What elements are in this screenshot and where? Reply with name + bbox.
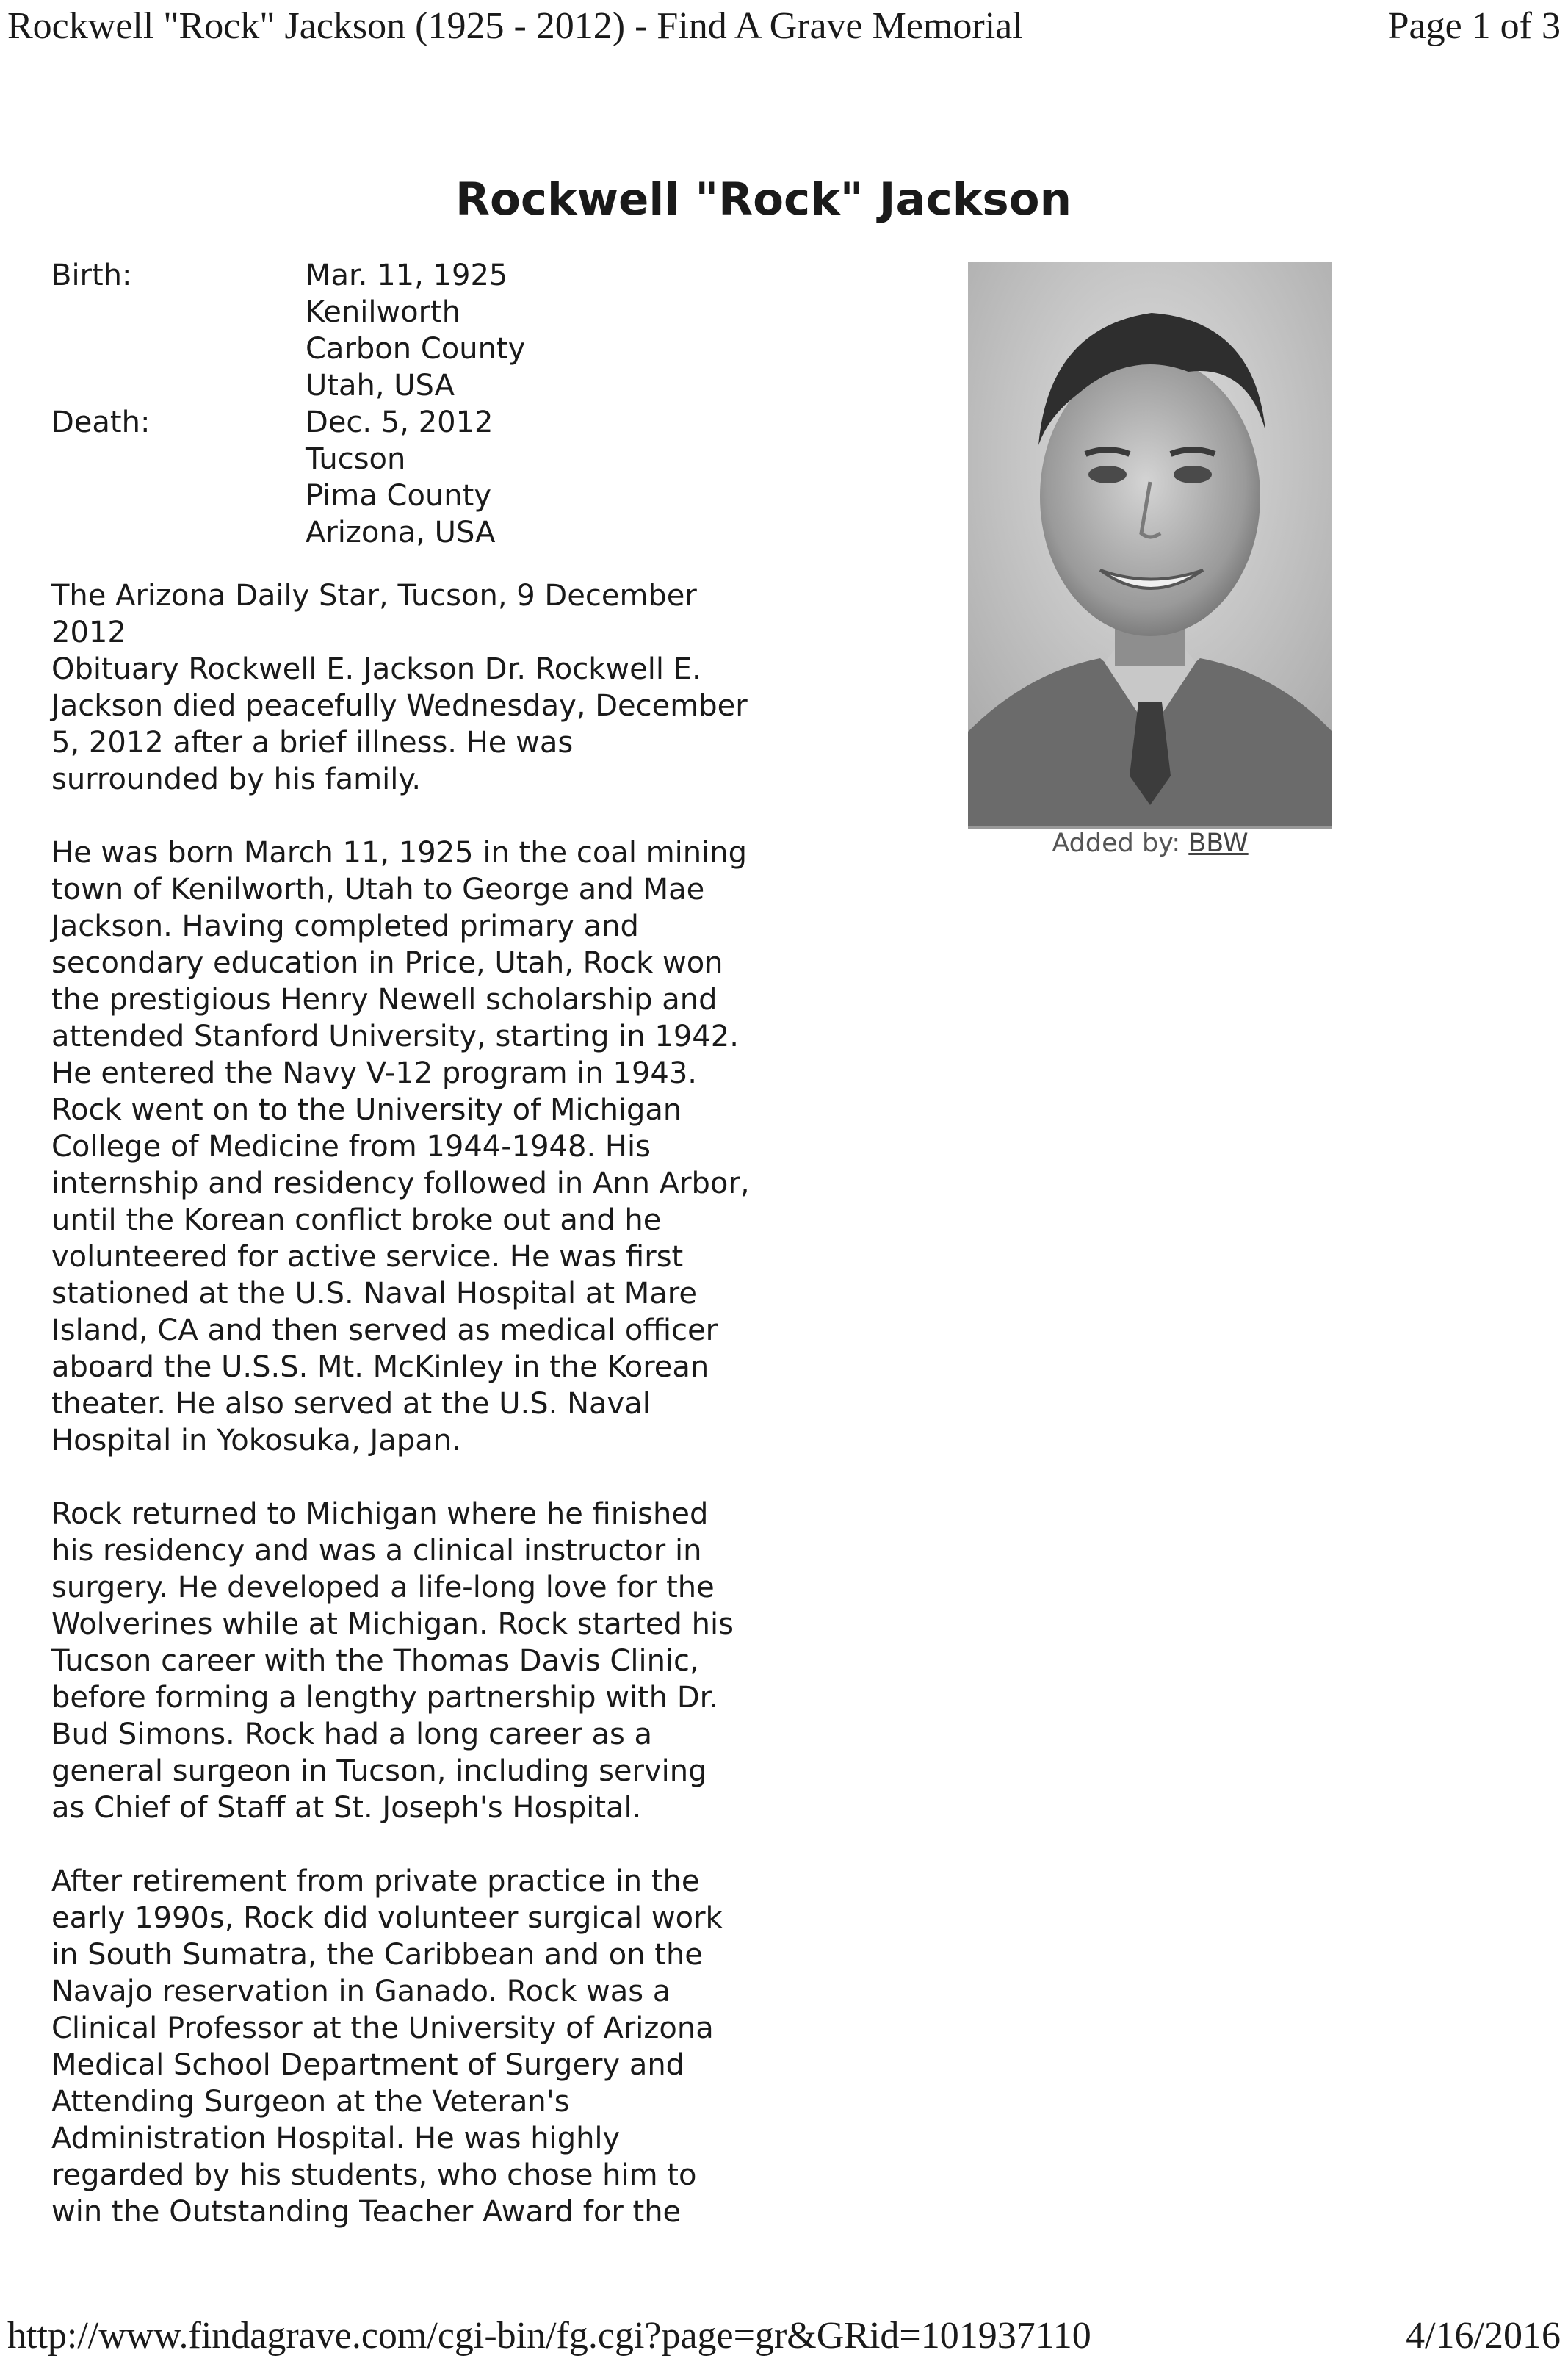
birth-state: Utah, USA [306,369,455,403]
obituary-text [51,577,793,2267]
memorial-name: Rockwell "Rock" Jackson [455,173,1072,226]
print-page-number: Page 1 of 3 [1387,5,1561,47]
death-county: Pima County [306,479,492,513]
print-footer-url: http://www.findagrave.com/cgi-bin/fg.cgi?page=gr&GRid=101937110 [7,2315,1091,2357]
photo-caption [968,829,1332,858]
death-date: Dec. 5, 2012 [306,406,494,439]
death-state: Arizona, USA [306,516,496,549]
obituary-paragraph: Rock returned to Michigan where he finished his residency and was a clinical instructor in surgery. He developed a life-long love for the Wolverines while at Michigan. Rock started his Tucson career with the Thomas Davis Clinic, before forming a lengthy partnership with Dr. Bud Simons. Rock had a long career as a general surgeon in Tucson, including serving as Chief of Staff at St. Joseph's Hospital. [51,1497,734,1825]
death-details [306,404,495,551]
portrait-image [968,262,1332,826]
obituary-paragraph: The Arizona Daily Star, Tucson, 9 December 2012 Obituary Rockwell E. Jackson Dr. Rockwell E. Jackson died peacefully Wednesday, December 5, 2012 after a brief illness. He was surrounded by his family. [51,579,748,796]
birth-date: Mar. 11, 1925 [306,259,508,292]
added-by-label: Added by: [1052,829,1181,858]
birth-county: Carbon County [306,332,526,366]
birth-label: Birth: [51,259,132,292]
obituary-paragraph: He was born March 11, 1925 in the coal mining town of Kenilworth, Utah to George and Mae Jackson. Having completed primary and secondary education in Price, Utah, Rock won the prestigious Henry Newell scholarship and attended Stanford University, starting in 1942. He entered the Navy V-12 program in 1943. Rock went on to the University of Michigan College of Medicine from 1944-1948. His internship and residency followed in Ann Arbor, until the Korean conflict broke out and he volunteered for active service. He was first stationed at the U.S. Naval Hospital at Mare Island, CA and then served as medical officer aboard the U.S.S. Mt. McKinley in the Korean theater. He also served at the U.S. Naval Hospital in Yokosuka, Japan. [51,836,750,1457]
birth-details [306,257,525,404]
obituary-paragraph: After retirement from private practice in the early 1990s, Rock did volunteer surgical work in South Sumatra, the Caribbean and on the Navajo reservation in Ganado. Rock was a Clinical Professor at the University of Arizona Medical School Department of Surgery and Attending Surgeon at the Veteran's Administration Hospital. He was highly regarded by his students, who chose him to win the Outstanding Teacher Award for the [51,1864,723,2229]
added-by-link[interactable]: BBW [1188,829,1249,858]
death-city: Tucson [306,442,406,476]
death-label: Death: [51,406,151,439]
print-header-title: Rockwell "Rock" Jackson (1925 - 2012) - Find A Grave Memorial [7,5,1023,47]
birth-city: Kenilworth [306,295,461,329]
print-footer-date: 4/16/2016 [1406,2315,1561,2357]
memorial-photo[interactable] [968,262,1332,829]
